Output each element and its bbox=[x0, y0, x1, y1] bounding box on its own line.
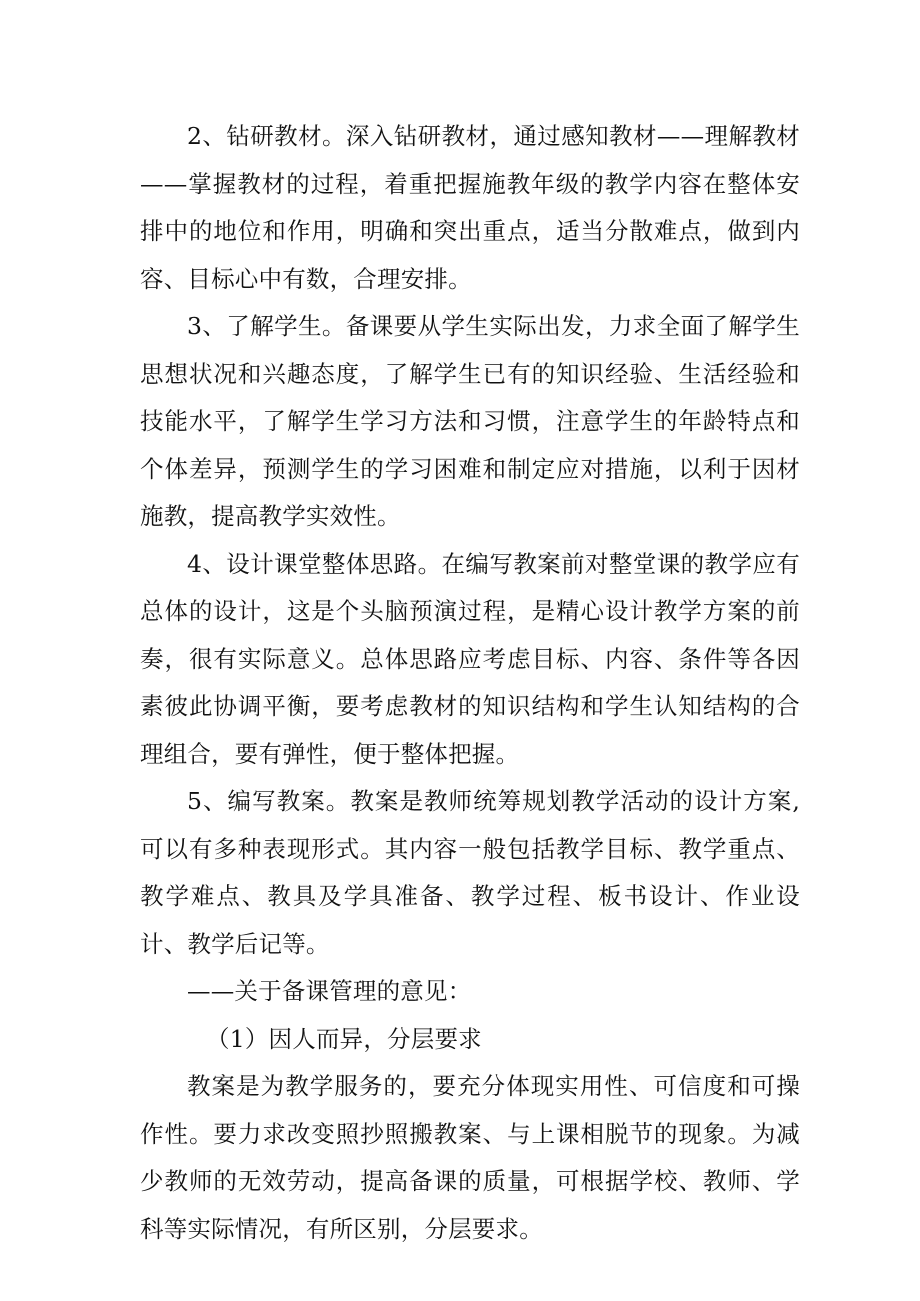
section-heading-opinions: ——关于备课管理的意见： bbox=[187, 977, 472, 1005]
paragraph-study-materials: 2、钻研教材。深入钻研教材，通过感知教材——理解教材——掌握教材的过程，着重把握施教年级的教学内容在整体安排中的地位和作用，明确和突出重点，适当分散难点，做到内容、目标心中有数，合理安排。 bbox=[140, 122, 800, 293]
paragraph-understand-students: 3、了解学生。备课要从学生实际出发，力求全面了解学生思想状况和兴趣态度，了解学生已有的知识经验、生活经验和技能水平，了解学生学习方法和习惯，注意学生的年龄特点和个体差异，预测学生的学习困难和制定应对措施，以利于因材施教，提高教学实效性。 bbox=[140, 312, 800, 530]
paragraph-teaching-plan-purpose: 教案是为教学服务的，要充分体现实用性、可信度和可操作性。要力求改变照抄照搬教案、与上课相脱节的现象。为减少教师的无效劳动，提高备课的质量，可根据学校、教师、学科等实际情况，有所区别，分层要求。 bbox=[140, 1072, 800, 1243]
subheading-layered-requirements: （1）因人而异，分层要求 bbox=[206, 1024, 482, 1053]
paragraph-design-lesson-plan: 4、设计课堂整体思路。在编写教案前对整堂课的教学应有总体的设计，这是个头脑预演过程，是精心设计教学方案的前奏，很有实际意义。总体思路应考虑目标、内容、条件等各因素彼此协调平衡，要考虑教材的知识结构和学生认知结构的合理组合，要有弹性，便于整体把握。 bbox=[140, 549, 800, 768]
document-body bbox=[140, 113, 800, 1253]
paragraph-write-teaching-plan: 5、编写教案。教案是教师统筹规划教学活动的设计方案,可以有多种表现形式。其内容一般包括教学目标、教学重点、教学难点、教具及学具准备、教学过程、板书设计、作业设计、教学后记等。 bbox=[140, 787, 800, 958]
